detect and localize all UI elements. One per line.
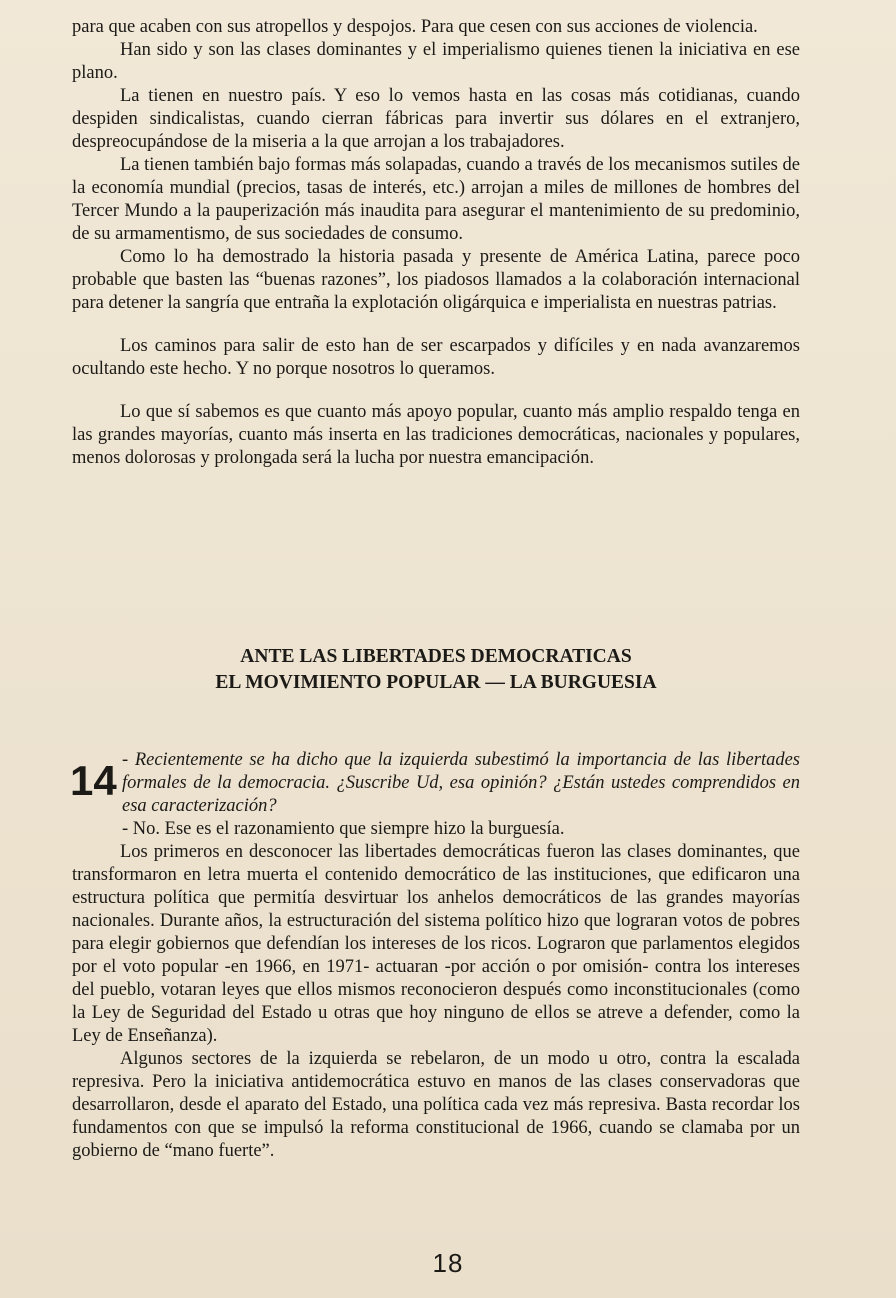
interview-question <box>122 749 800 818</box>
section-heading <box>72 644 800 696</box>
paragraph: La tienen también bajo formas más solapadas, cuando a través de los mecanismos sutiles de la economía mundial (precios, tasas de interés, etc.) arrojan a miles de millones de hombres del Tercer Mundo a la pauperización más inaudita para asegurar el mantenimiento de su predominio, de su armamentismo, de sus sociedades de consumo. <box>72 155 800 244</box>
paragraph: Como lo ha demostrado la historia pasada y presente de América Latina, parece poco probable que basten las “buenas razones”, los piadosos llamados a la colaboración internacional para detener la sangría que entraña la explotación oligárquica e imperialista en nuestras patrias. <box>72 247 800 313</box>
paragraph: La tienen en nuestro país. Y eso lo vemos hasta en las cosas más cotidianas, cuando despiden sindicalistas, cuando cierran fábricas para invertir sus dólares en el extranjero, despreocupándose de la miseria a la que arrojan a los trabajadores. <box>72 86 800 152</box>
heading-line: EL MOVIMIENTO POPULAR — LA BURGUESIA <box>215 672 657 693</box>
question-number: 14 <box>70 757 117 804</box>
question-text: - Recientemente se ha dicho que la izquierda subestimó la importancia de las libertades formales de la democracia. ¿Suscribe Ud, esa opinión? ¿Están ustedes comprendidos en esa caracterización? <box>122 750 800 816</box>
body-text-answer <box>72 818 800 1163</box>
page-number: 18 <box>432 1248 464 1278</box>
paragraph: para que acaben con sus atropellos y despojos. Para que cesen con sus acciones de violencia. <box>72 17 758 37</box>
body-text-top <box>72 16 800 470</box>
heading-line: ANTE LAS LIBERTADES DEMOCRATICAS <box>240 646 632 667</box>
paragraph: Han sido y son las clases dominantes y el imperialismo quienes tienen la iniciativa en ese plano. <box>72 40 800 83</box>
paragraph: Algunos sectores de la izquierda se rebelaron, de un modo u otro, contra la escalada represiva. Pero la iniciativa antidemocrática estuvo en manos de las clases conservadoras que desarrollaron, desde el aparato del Estado, una política cada vez más represiva. Basta recordar los fundamentos con que se impulsó la reforma constitucional de 1966, cuando se clamaba por un gobierno de “mano fuerte”. <box>72 1049 800 1161</box>
paragraph: Lo que sí sabemos es que cuanto más apoyo popular, cuanto más amplio respaldo tenga en las grandes mayorías, cuanto más inserta en las tradiciones democráticas, nacionales y populares, menos dolorosas y prolongada será la lucha por nuestra emancipación. <box>72 402 800 468</box>
paragraph: Los primeros en desconocer las libertades democráticas fueron las clases dominantes, que transformaron en letra muerta el contenido democrático de las instituciones, que edificaron una estructura política que permitía desvirtuar los anhelos democráticos de las grandes mayorías nacionales. Durante años, la estructuración del sistema político hizo que lograran votos de pobres para elegir gobiernos que defendían los intereses de los ricos. Lograron que parlamentos elegidos por el voto popular -en 1966, en 1971- actuaran -por acción o por omisión- contra los intereses del pueblo, votaran leyes que ellos mismos reconocieron después como inconstitucionales (como la Ley de Seguridad del Estado u otras que hoy ninguno de ellos se atreve a defender, como la Ley de Enseñanza). <box>72 842 800 1046</box>
answer-line: - No. Ese es el razonamiento que siempre hizo la burguesía. <box>122 819 565 839</box>
paragraph: Los caminos para salir de esto han de ser escarpados y difíciles y en nada avanzaremos ocultando este hecho. Y no porque nosotros lo queramos. <box>72 336 800 379</box>
